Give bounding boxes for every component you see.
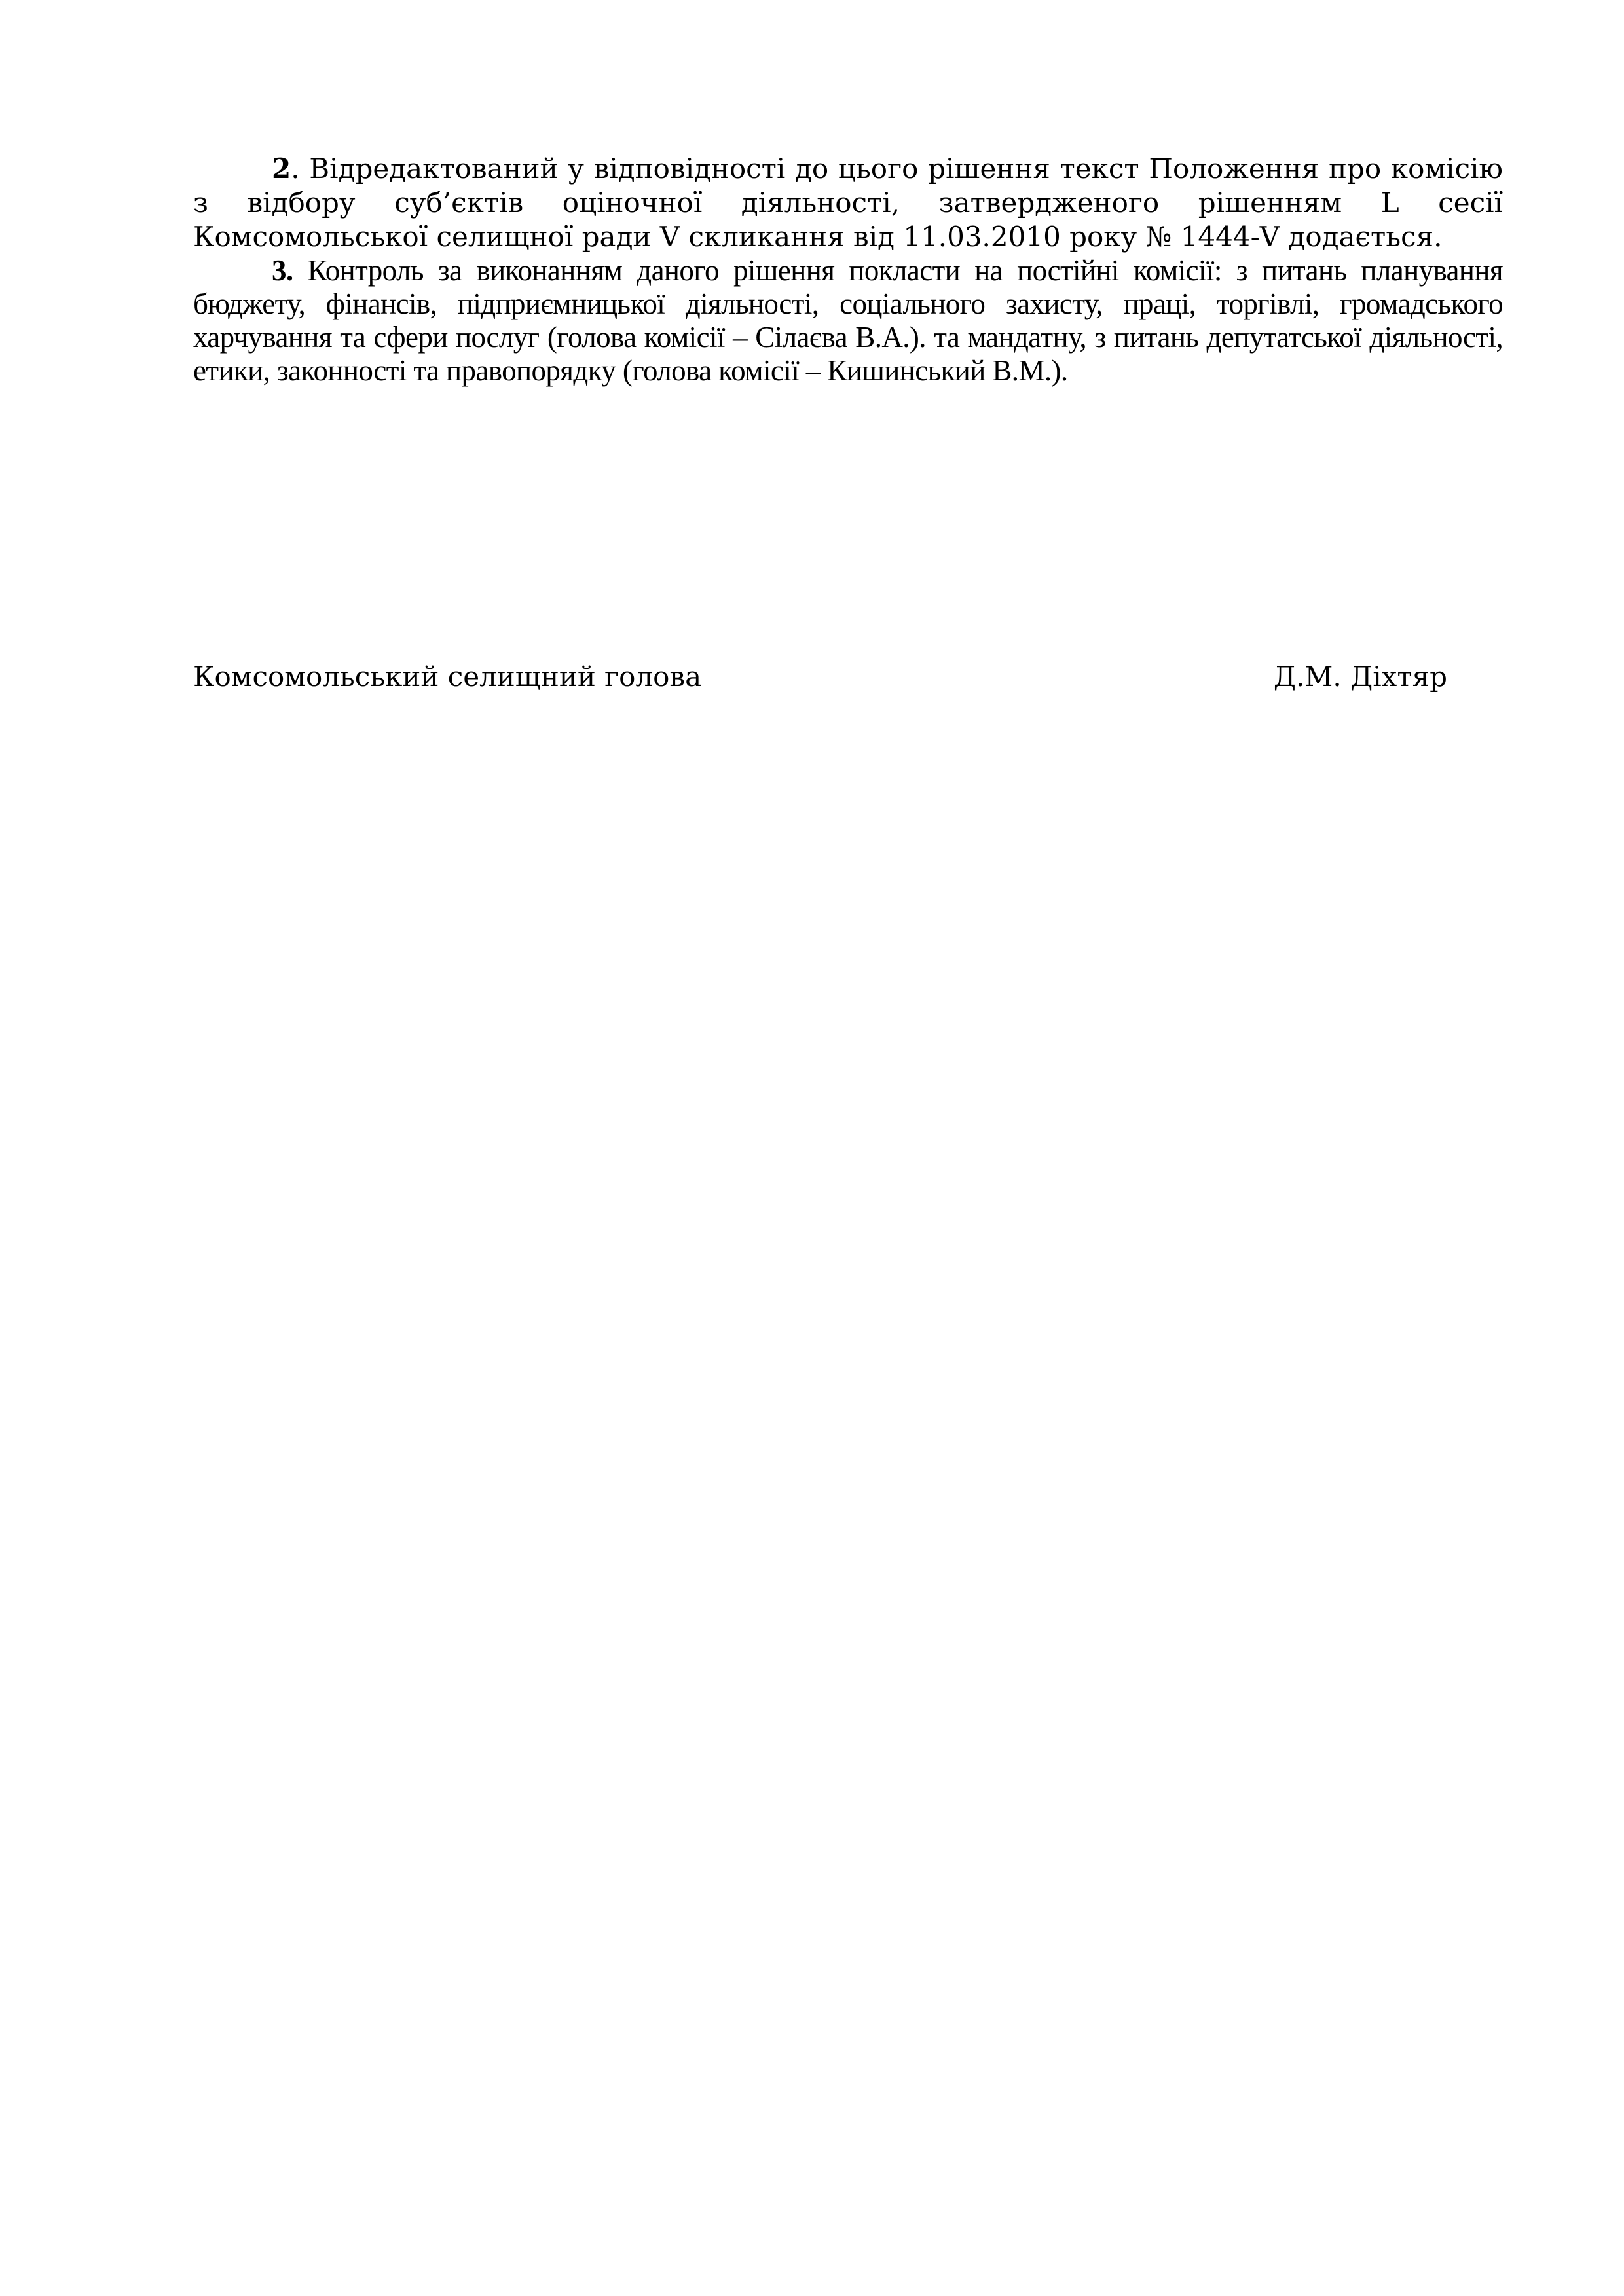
paragraph-3: [193, 254, 1503, 388]
paragraph-2: [193, 152, 1503, 254]
paragraph-number: 2: [272, 153, 291, 185]
signatory-name: Д.М. Діхтяр: [1273, 661, 1447, 693]
signatory-position: Комсомольський селищний голова: [193, 661, 702, 693]
document-body: [193, 152, 1503, 388]
signature-block: [193, 660, 1447, 694]
paragraph-number: 3.: [272, 254, 293, 287]
paragraph-text: . Відредактований у відповідності до цього рішення текст Положення про комісію з відбору суб’єктів оціночної діяльності, затвердженого рішенням L сесії Комсомольської селищної ради V скликання від 11.03.2010 року № 1444-V додається.: [193, 153, 1503, 253]
paragraph-text: Контроль за виконанням даного рішення покласти на постійні комісії: з питань планування бюджету, фінансів, підприємницької діяльності, соціального захисту, праці, торгівлі, громадського харчування та сфери послуг (голова комісії – Сілаєва В.А.). та мандатну, з питань депутатської діяльності, етики, законності та правопорядку (голова комісії – Кишинський В.М.).: [193, 254, 1503, 387]
